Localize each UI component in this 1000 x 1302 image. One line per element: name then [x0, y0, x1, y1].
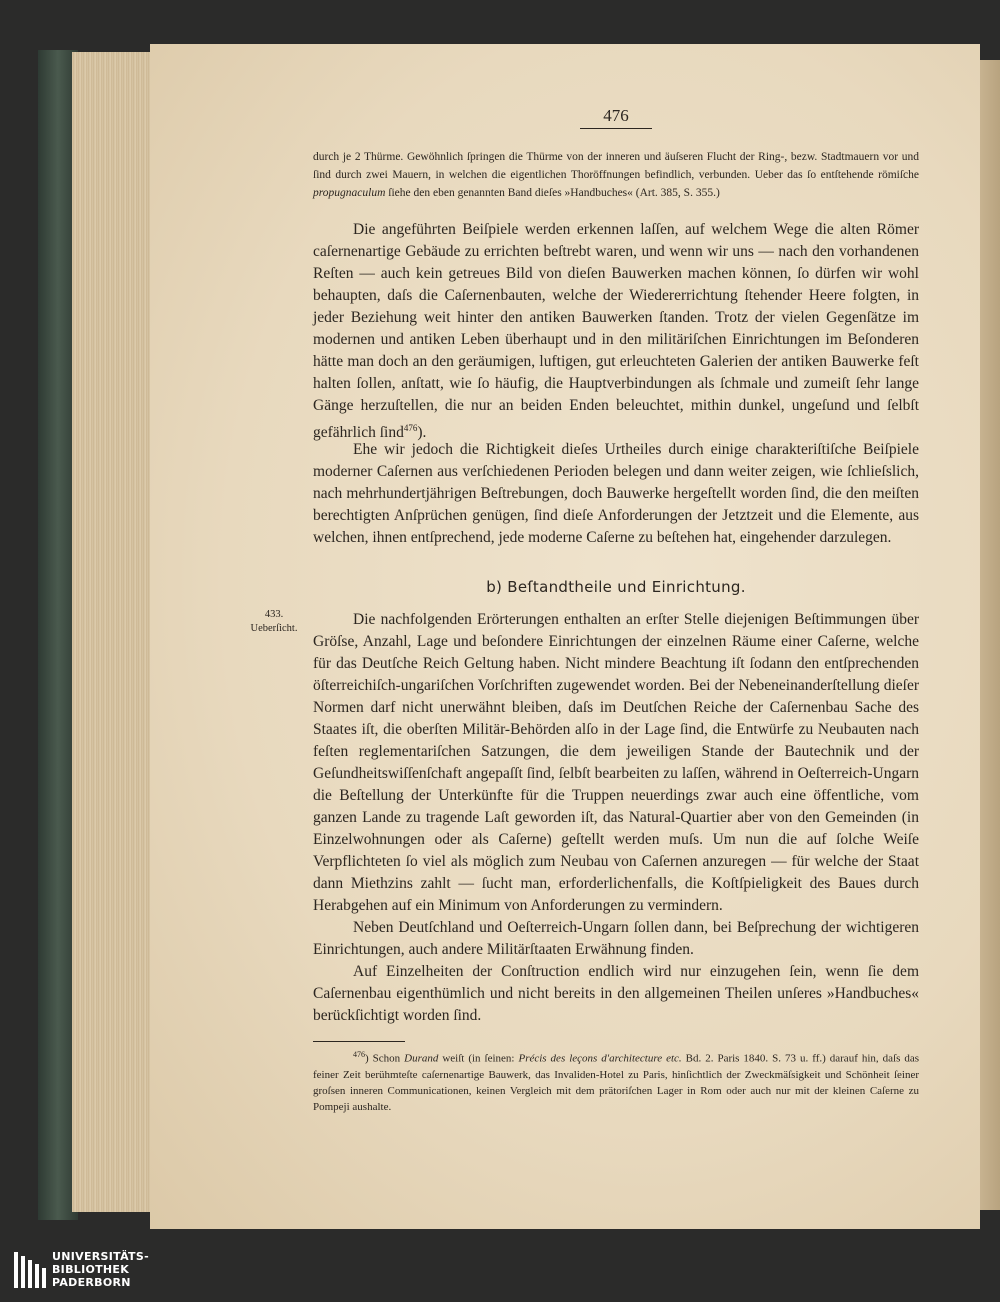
- logo-line-3: PADERBORN: [52, 1276, 131, 1289]
- library-logo-text: [52, 1250, 149, 1289]
- paragraph-2-text: Ehe wir jedoch die Richtigkeit dieſes Urtheiles durch einige charakteriſtiſche Beiſpiele moderner Caſernen aus verſchiedenen Perioden belegen und dann weiter zeigen, wie ſchlieſslich, nach mehrhundertjährigen Beſtrebungen, doch Bauwerke hergeſtellt worden ſind, die den meiſten berechtigten Anſprüchen genügen, ſind dieſe Anforderungen der Jetztzeit und die Elemente, aus welchen, ihnen entſprechend, jede moderne Caſerne zu beſtehen hat, eingehender darzulegen.: [313, 441, 919, 546]
- logo-line-2: BIBLIOTHEK: [52, 1263, 130, 1276]
- footnote-text-a: ) Schon: [365, 1052, 405, 1065]
- paragraph-1-text: Die angeführten Beiſpiele werden erkennen laſſen, auf welchem Wege die alten Römer caſernenartige Gebäude zu errichten beſtrebt waren, und wenn wir uns — nach den vorhandenen Reſten — auch kein getreues Bild von dieſen Bauwerken machen können, ſo dürfen wir wohl behaupten, daſs die Caſernenbauten, welche der Wiedererrichtung ſtehender Heere folgten, in jeder Beziehung weit hinter den antiken Bauwerken ſtanden. Trotz der vielen Gegenſätze im modernen und antiken Leben überhaupt und in den militäriſchen Einrichtungen im Beſonderen hätte man doch an den geräumigen, luftigen, gut erleuchteten Galerien der antiken Bauwerke feſt halten ſollen, anſtatt, wie ſo häufig, die Hauptverbindungen als ſchmale und zumeiſt ſehr lange Gänge herzuſtellen, die nur an beiden Enden beleuchtet, mithin dunkel, ungeſund und ſelbſt gefährlich ſind: [313, 221, 919, 442]
- logo-line-1: UNIVERSITÄTS-: [52, 1250, 149, 1263]
- body-paragraph-2: [313, 439, 919, 549]
- paragraph-1-end: ).: [417, 424, 427, 442]
- footnote-author: Durand: [404, 1052, 439, 1065]
- footnote-marker: 476: [403, 423, 418, 433]
- footnote-rule: [313, 1041, 405, 1042]
- body-paragraph-1: [313, 219, 919, 444]
- top-note: [313, 148, 919, 202]
- footnote-number: 476: [353, 1050, 365, 1059]
- margin-number: 433.: [264, 609, 284, 620]
- margin-note: [236, 608, 312, 636]
- paragraph-4-text: Neben Deutſchland und Oeſterreich-Ungarn ſollen dann, bei Beſprechung der wichtigeren Einrichtungen, auch andere Militärſtaaten Erwähnung finden.: [313, 919, 919, 958]
- margin-label: Ueberſicht.: [250, 623, 298, 634]
- paragraph-5-text: Auf Einzelheiten der Conſtruction endlich wird nur einzugehen ſein, wenn ſie dem Caſernenbau eigenthümlich und nicht bereits in den allgemeinen Theilen unſeres »Handbuches« berückſichtigt worden ſind.: [313, 963, 919, 1024]
- top-note-text: durch je 2 Thürme. Gewöhnlich ſpringen die Thürme von der inneren und äuſseren Flucht der Ring-, bezw. Stadtmauern vor und ſind durch zwei Mauern, in welchen die eigentlichen Thoröffnungen befindlich, verbunden. Ueber das ſo entſtehende römiſche: [313, 151, 919, 181]
- library-logo: [14, 1248, 214, 1292]
- top-note-italic: propugnaculum: [313, 187, 386, 199]
- section-heading: b) Beſtandtheile und Einrichtung.: [486, 578, 746, 596]
- library-logo-icon: [14, 1252, 46, 1288]
- footnote-title: Précis des leçons d'architecture etc.: [518, 1052, 682, 1065]
- footnote: [313, 1047, 919, 1115]
- page-number: 476: [580, 106, 652, 129]
- paragraph-3-text: Die nachfolgenden Erörterungen enthalten an erſter Stelle diejenigen Beſtimmungen über Gröſse, Anzahl, Lage und beſondere Einrichtungen der einzelnen Räume einer Caſerne, welche für das Deutſche Reich Geltung haben. Nicht mindere Beachtung iſt ſodann den entſprechenden öſterreichiſch-ungariſchen Vorſchriften zugewendet worden. Bei der Nebeneinanderſtellung dieſer Normen darf nicht unerwähnt bleiben, daſs im Deutſchen Reiche der Caſernenbau Sache des Staates iſt, die oberſten Militär-Behörden alſo in der Lage ſind, die Entwürfe zu Neubauten nach feſten reglementariſchen Satzungen, die dem jeweiligen Stande der Bautechnik und der Geſundheitswiſſenſchaft angepaſſt ſind, ſelbſt bearbeiten zu laſſen, während in Oeſterreich-Ungarn die Beſtellung der Unterkünfte für die Truppen neuerdings zwar auch eine öffentliche, vom ganzen Lande zu tragende Laſt geworden iſt, das Natural-Quartier aber von den Gemeinden (in Einzelwohnungen oder als Caſerne) geſtellt werden muſs. Um nun die auf ſolche Weiſe Verpflichteten ſo viel als möglich zum Neubau von Caſernen anzuregen — für welche der Staat dann Miethzins zahlt — ſucht man, erforderlichenfalls, die Koſtſpieligkeit des Baues durch Herabgehen auf ein Minimum von Anforderungen zu vermindern.: [313, 611, 919, 914]
- footnote-text-c: Bd. 2. Paris 1840. S. 73 u. ff.) darauf hin, daſs das feiner Zeit berühmteſte caſernenartige Bauwerk, das Invaliden-Hotel zu Paris, hinſichtlich der Zweckmäſsigkeit und Schönheit ſeiner groſsen inneren Communicationen, keinen Vergleich mit dem prätoriſchen Lager in Rom oder auch nur mit der kleinen Caſerne zu Pompeji aushalte.: [313, 1052, 920, 1113]
- top-note-end: ſiehe den eben genannten Band dieſes »Handbuches« (Art. 385, S. 355.): [385, 187, 720, 199]
- body-paragraph-3: [313, 609, 919, 1027]
- footnote-text-b: weiſt (in ſeinen:: [438, 1052, 519, 1065]
